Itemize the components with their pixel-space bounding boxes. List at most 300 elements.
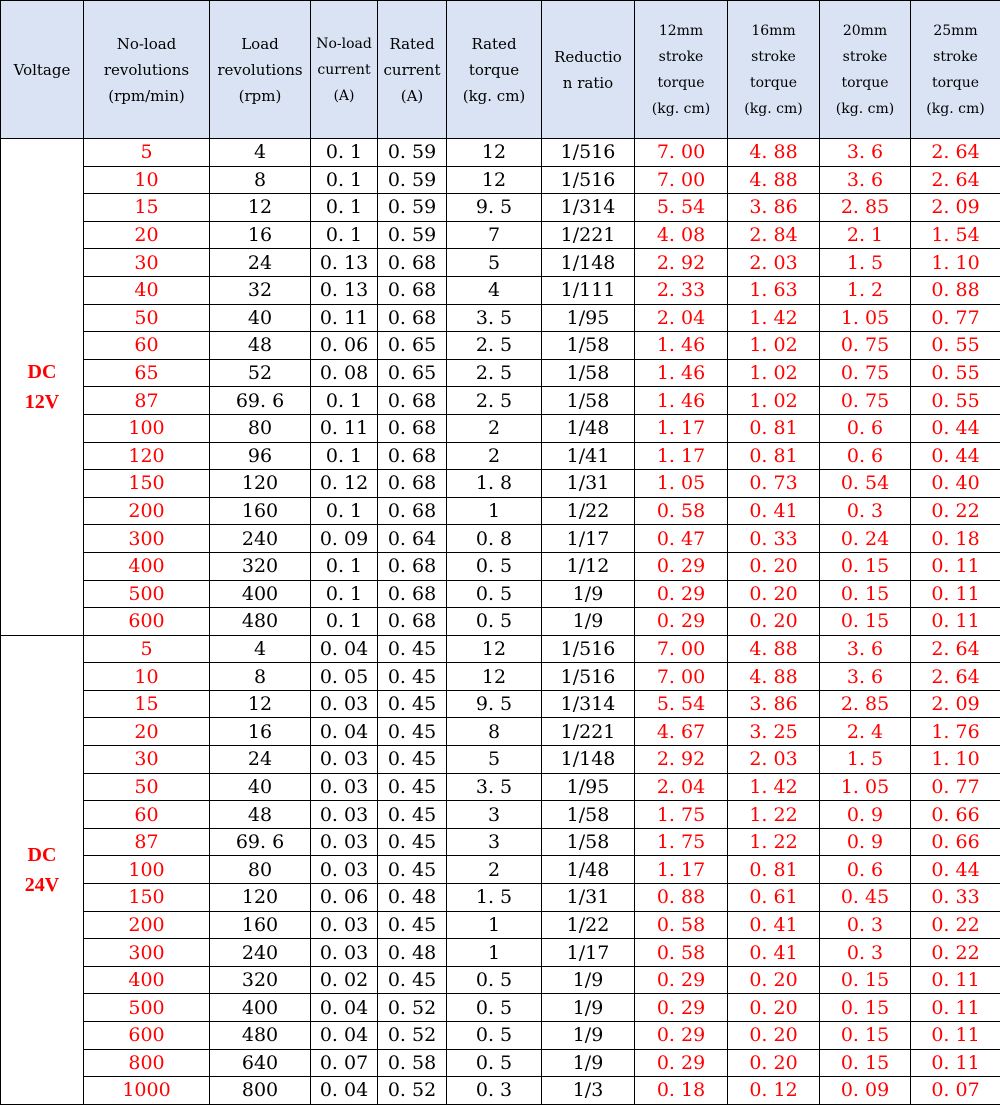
rated-current-cell: 0. 68 xyxy=(378,497,447,525)
rated-current-cell: 0. 58 xyxy=(378,1049,447,1077)
table-row xyxy=(1,608,1000,636)
reduction-ratio-cell: 1/9 xyxy=(542,1022,635,1050)
table-row xyxy=(1,994,1000,1022)
torque-20mm-cell: 2. 85 xyxy=(820,194,911,222)
no-load-revolutions-cell: 50 xyxy=(84,773,210,801)
load-revolutions-cell: 240 xyxy=(210,525,311,553)
table-row xyxy=(1,249,1000,277)
torque-16mm-cell: 4. 88 xyxy=(728,635,820,663)
no-load-current-cell: 0. 03 xyxy=(311,856,378,884)
load-revolutions-cell: 160 xyxy=(210,911,311,939)
no-load-revolutions-cell: 87 xyxy=(84,387,210,415)
load-revolutions-cell: 400 xyxy=(210,994,311,1022)
reduction-ratio-cell: 1/9 xyxy=(542,608,635,636)
no-load-revolutions-cell: 300 xyxy=(84,939,210,967)
no-load-current-cell: 0. 03 xyxy=(311,773,378,801)
torque-16mm-cell: 0. 61 xyxy=(728,884,820,912)
no-load-current-cell: 0. 13 xyxy=(311,249,378,277)
torque-16mm-cell: 0. 81 xyxy=(728,414,820,442)
torque-16mm-cell: 0. 20 xyxy=(728,552,820,580)
header-reduction-ratio: Reductio n ratio xyxy=(542,1,635,139)
no-load-current-cell: 0. 1 xyxy=(311,166,378,194)
torque-16mm-cell: 1. 42 xyxy=(728,773,820,801)
rated-current-cell: 0. 68 xyxy=(378,304,447,332)
no-load-current-cell: 0. 03 xyxy=(311,828,378,856)
rated-torque-cell: 1 xyxy=(447,497,542,525)
torque-20mm-cell: 0. 3 xyxy=(820,911,911,939)
rated-current-cell: 0. 45 xyxy=(378,635,447,663)
no-load-current-cell: 0. 04 xyxy=(311,635,378,663)
table-header xyxy=(1,1,1000,139)
torque-12mm-cell: 0. 29 xyxy=(635,608,728,636)
load-revolutions-cell: 120 xyxy=(210,884,311,912)
rated-current-cell: 0. 45 xyxy=(378,690,447,718)
no-load-revolutions-cell: 150 xyxy=(84,470,210,498)
load-revolutions-cell: 4 xyxy=(210,635,311,663)
torque-16mm-cell: 1. 22 xyxy=(728,801,820,829)
no-load-current-cell: 0. 1 xyxy=(311,608,378,636)
no-load-revolutions-cell: 400 xyxy=(84,966,210,994)
rated-torque-cell: 12 xyxy=(447,166,542,194)
no-load-current-cell: 0. 1 xyxy=(311,139,378,167)
no-load-revolutions-cell: 1000 xyxy=(84,1077,210,1105)
torque-16mm-cell: 4. 88 xyxy=(728,663,820,691)
rated-current-cell: 0. 45 xyxy=(378,801,447,829)
reduction-ratio-cell: 1/58 xyxy=(542,359,635,387)
rated-current-cell: 0. 45 xyxy=(378,828,447,856)
torque-16mm-cell: 0. 12 xyxy=(728,1077,820,1105)
no-load-revolutions-cell: 20 xyxy=(84,221,210,249)
torque-25mm-cell: 0. 33 xyxy=(911,884,1000,912)
load-revolutions-cell: 69. 6 xyxy=(210,387,311,415)
torque-12mm-cell: 1. 05 xyxy=(635,470,728,498)
table-row xyxy=(1,332,1000,360)
header-no-load-current: No-load current (A) xyxy=(311,1,378,139)
torque-25mm-cell: 0. 22 xyxy=(911,497,1000,525)
torque-25mm-cell: 2. 64 xyxy=(911,635,1000,663)
no-load-current-cell: 0. 08 xyxy=(311,359,378,387)
voltage-group-label: DC 24V xyxy=(1,635,84,1104)
no-load-revolutions-cell: 20 xyxy=(84,718,210,746)
header-20mm-stroke-torque: 20mm stroke torque (kg. cm) xyxy=(820,1,911,139)
torque-20mm-cell: 0. 45 xyxy=(820,884,911,912)
rated-current-cell: 0. 45 xyxy=(378,663,447,691)
torque-16mm-cell: 0. 41 xyxy=(728,911,820,939)
no-load-current-cell: 0. 06 xyxy=(311,884,378,912)
no-load-current-cell: 0. 1 xyxy=(311,387,378,415)
rated-torque-cell: 1. 5 xyxy=(447,884,542,912)
table-row xyxy=(1,470,1000,498)
rated-current-cell: 0. 45 xyxy=(378,718,447,746)
no-load-revolutions-cell: 600 xyxy=(84,1022,210,1050)
no-load-current-cell: 0. 1 xyxy=(311,442,378,470)
rated-torque-cell: 0. 5 xyxy=(447,580,542,608)
no-load-revolutions-cell: 400 xyxy=(84,552,210,580)
no-load-revolutions-cell: 200 xyxy=(84,497,210,525)
no-load-revolutions-cell: 500 xyxy=(84,994,210,1022)
load-revolutions-cell: 40 xyxy=(210,773,311,801)
rated-torque-cell: 5 xyxy=(447,249,542,277)
header-row xyxy=(1,1,1000,139)
reduction-ratio-cell: 1/221 xyxy=(542,718,635,746)
load-revolutions-cell: 12 xyxy=(210,194,311,222)
reduction-ratio-cell: 1/22 xyxy=(542,911,635,939)
no-load-current-cell: 0. 02 xyxy=(311,966,378,994)
no-load-revolutions-cell: 15 xyxy=(84,194,210,222)
torque-16mm-cell: 3. 25 xyxy=(728,718,820,746)
reduction-ratio-cell: 1/31 xyxy=(542,470,635,498)
rated-current-cell: 0. 65 xyxy=(378,359,447,387)
rated-torque-cell: 4 xyxy=(447,276,542,304)
torque-12mm-cell: 2. 92 xyxy=(635,249,728,277)
torque-12mm-cell: 5. 54 xyxy=(635,194,728,222)
no-load-revolutions-cell: 10 xyxy=(84,663,210,691)
table-row xyxy=(1,1077,1000,1105)
load-revolutions-cell: 48 xyxy=(210,332,311,360)
torque-20mm-cell: 0. 9 xyxy=(820,828,911,856)
reduction-ratio-cell: 1/314 xyxy=(542,690,635,718)
rated-current-cell: 0. 68 xyxy=(378,387,447,415)
torque-16mm-cell: 0. 20 xyxy=(728,608,820,636)
no-load-revolutions-cell: 30 xyxy=(84,746,210,774)
torque-16mm-cell: 0. 20 xyxy=(728,966,820,994)
rated-current-cell: 0. 68 xyxy=(378,249,447,277)
reduction-ratio-cell: 1/314 xyxy=(542,194,635,222)
table-row xyxy=(1,718,1000,746)
reduction-ratio-cell: 1/58 xyxy=(542,828,635,856)
load-revolutions-cell: 24 xyxy=(210,746,311,774)
load-revolutions-cell: 48 xyxy=(210,801,311,829)
torque-12mm-cell: 7. 00 xyxy=(635,166,728,194)
rated-torque-cell: 0. 5 xyxy=(447,994,542,1022)
torque-20mm-cell: 2. 85 xyxy=(820,690,911,718)
no-load-current-cell: 0. 03 xyxy=(311,939,378,967)
reduction-ratio-cell: 1/9 xyxy=(542,994,635,1022)
load-revolutions-cell: 80 xyxy=(210,856,311,884)
torque-16mm-cell: 4. 88 xyxy=(728,139,820,167)
torque-16mm-cell: 2. 03 xyxy=(728,249,820,277)
torque-12mm-cell: 0. 29 xyxy=(635,966,728,994)
torque-25mm-cell: 2. 09 xyxy=(911,690,1000,718)
torque-25mm-cell: 0. 44 xyxy=(911,856,1000,884)
torque-25mm-cell: 0. 22 xyxy=(911,911,1000,939)
no-load-current-cell: 0. 13 xyxy=(311,276,378,304)
torque-25mm-cell: 0. 44 xyxy=(911,414,1000,442)
no-load-revolutions-cell: 65 xyxy=(84,359,210,387)
torque-20mm-cell: 0. 09 xyxy=(820,1077,911,1105)
rated-torque-cell: 5 xyxy=(447,746,542,774)
torque-16mm-cell: 4. 88 xyxy=(728,166,820,194)
rated-torque-cell: 2. 5 xyxy=(447,332,542,360)
torque-20mm-cell: 0. 15 xyxy=(820,966,911,994)
torque-25mm-cell: 2. 64 xyxy=(911,166,1000,194)
torque-25mm-cell: 2. 09 xyxy=(911,194,1000,222)
torque-12mm-cell: 7. 00 xyxy=(635,663,728,691)
no-load-revolutions-cell: 300 xyxy=(84,525,210,553)
no-load-current-cell: 0. 03 xyxy=(311,801,378,829)
rated-torque-cell: 3. 5 xyxy=(447,773,542,801)
rated-torque-cell: 2. 5 xyxy=(447,359,542,387)
torque-20mm-cell: 0. 15 xyxy=(820,1049,911,1077)
load-revolutions-cell: 800 xyxy=(210,1077,311,1105)
rated-torque-cell: 1 xyxy=(447,939,542,967)
torque-16mm-cell: 1. 42 xyxy=(728,304,820,332)
torque-20mm-cell: 2. 1 xyxy=(820,221,911,249)
rated-current-cell: 0. 45 xyxy=(378,746,447,774)
table-row xyxy=(1,856,1000,884)
torque-25mm-cell: 0. 11 xyxy=(911,580,1000,608)
torque-16mm-cell: 1. 02 xyxy=(728,387,820,415)
table-row xyxy=(1,746,1000,774)
torque-20mm-cell: 3. 6 xyxy=(820,166,911,194)
torque-25mm-cell: 0. 77 xyxy=(911,304,1000,332)
torque-25mm-cell: 0. 07 xyxy=(911,1077,1000,1105)
load-revolutions-cell: 4 xyxy=(210,139,311,167)
rated-torque-cell: 2 xyxy=(447,442,542,470)
torque-12mm-cell: 1. 17 xyxy=(635,442,728,470)
torque-25mm-cell: 2. 64 xyxy=(911,139,1000,167)
torque-20mm-cell: 0. 6 xyxy=(820,414,911,442)
header-16mm-stroke-torque: 16mm stroke torque (kg. cm) xyxy=(728,1,820,139)
table-row xyxy=(1,552,1000,580)
torque-20mm-cell: 1. 5 xyxy=(820,746,911,774)
torque-16mm-cell: 3. 86 xyxy=(728,194,820,222)
table-row xyxy=(1,276,1000,304)
torque-16mm-cell: 0. 33 xyxy=(728,525,820,553)
no-load-revolutions-cell: 100 xyxy=(84,414,210,442)
table-row xyxy=(1,911,1000,939)
reduction-ratio-cell: 1/48 xyxy=(542,414,635,442)
table-row xyxy=(1,773,1000,801)
torque-16mm-cell: 2. 03 xyxy=(728,746,820,774)
torque-20mm-cell: 0. 15 xyxy=(820,552,911,580)
rated-current-cell: 0. 64 xyxy=(378,525,447,553)
load-revolutions-cell: 8 xyxy=(210,663,311,691)
reduction-ratio-cell: 1/9 xyxy=(542,580,635,608)
rated-torque-cell: 8 xyxy=(447,718,542,746)
torque-20mm-cell: 3. 6 xyxy=(820,139,911,167)
rated-torque-cell: 2. 5 xyxy=(447,387,542,415)
rated-torque-cell: 0. 5 xyxy=(447,1049,542,1077)
torque-12mm-cell: 0. 58 xyxy=(635,911,728,939)
torque-16mm-cell: 1. 63 xyxy=(728,276,820,304)
table-row xyxy=(1,1022,1000,1050)
table-body xyxy=(1,139,1000,1105)
torque-12mm-cell: 1. 17 xyxy=(635,414,728,442)
no-load-revolutions-cell: 150 xyxy=(84,884,210,912)
no-load-revolutions-cell: 40 xyxy=(84,276,210,304)
header-12mm-stroke-torque: 12mm stroke torque (kg. cm) xyxy=(635,1,728,139)
load-revolutions-cell: 400 xyxy=(210,580,311,608)
torque-16mm-cell: 0. 20 xyxy=(728,994,820,1022)
table-row xyxy=(1,828,1000,856)
torque-25mm-cell: 0. 11 xyxy=(911,1022,1000,1050)
torque-25mm-cell: 0. 22 xyxy=(911,939,1000,967)
reduction-ratio-cell: 1/17 xyxy=(542,525,635,553)
torque-25mm-cell: 0. 40 xyxy=(911,470,1000,498)
reduction-ratio-cell: 1/516 xyxy=(542,139,635,167)
no-load-revolutions-cell: 600 xyxy=(84,608,210,636)
rated-torque-cell: 12 xyxy=(447,635,542,663)
no-load-revolutions-cell: 120 xyxy=(84,442,210,470)
rated-current-cell: 0. 48 xyxy=(378,939,447,967)
torque-25mm-cell: 0. 55 xyxy=(911,387,1000,415)
torque-12mm-cell: 0. 29 xyxy=(635,552,728,580)
torque-12mm-cell: 0. 88 xyxy=(635,884,728,912)
reduction-ratio-cell: 1/95 xyxy=(542,773,635,801)
reduction-ratio-cell: 1/17 xyxy=(542,939,635,967)
rated-current-cell: 0. 45 xyxy=(378,966,447,994)
torque-12mm-cell: 5. 54 xyxy=(635,690,728,718)
rated-torque-cell: 9. 5 xyxy=(447,194,542,222)
rated-torque-cell: 0. 5 xyxy=(447,608,542,636)
header-25mm-stroke-torque: 25mm stroke torque (kg. cm) xyxy=(911,1,1000,139)
torque-20mm-cell: 0. 9 xyxy=(820,801,911,829)
table-row xyxy=(1,194,1000,222)
rated-torque-cell: 1 xyxy=(447,911,542,939)
header-rated-torque: Rated torque (kg. cm) xyxy=(447,1,542,139)
reduction-ratio-cell: 1/12 xyxy=(542,552,635,580)
torque-12mm-cell: 2. 33 xyxy=(635,276,728,304)
torque-16mm-cell: 3. 86 xyxy=(728,690,820,718)
rated-torque-cell: 3 xyxy=(447,828,542,856)
table-row xyxy=(1,635,1000,663)
table-row xyxy=(1,884,1000,912)
no-load-revolutions-cell: 15 xyxy=(84,690,210,718)
torque-12mm-cell: 1. 46 xyxy=(635,332,728,360)
header-load-revolutions: Load revolutions (rpm) xyxy=(210,1,311,139)
no-load-current-cell: 0. 12 xyxy=(311,470,378,498)
torque-25mm-cell: 0. 55 xyxy=(911,359,1000,387)
torque-12mm-cell: 0. 18 xyxy=(635,1077,728,1105)
no-load-current-cell: 0. 04 xyxy=(311,994,378,1022)
reduction-ratio-cell: 1/41 xyxy=(542,442,635,470)
torque-25mm-cell: 1. 54 xyxy=(911,221,1000,249)
torque-12mm-cell: 0. 58 xyxy=(635,939,728,967)
torque-25mm-cell: 1. 10 xyxy=(911,249,1000,277)
load-revolutions-cell: 320 xyxy=(210,966,311,994)
rated-current-cell: 0. 65 xyxy=(378,332,447,360)
torque-25mm-cell: 0. 11 xyxy=(911,608,1000,636)
torque-20mm-cell: 0. 75 xyxy=(820,359,911,387)
load-revolutions-cell: 40 xyxy=(210,304,311,332)
reduction-ratio-cell: 1/148 xyxy=(542,746,635,774)
load-revolutions-cell: 480 xyxy=(210,1022,311,1050)
table-row xyxy=(1,166,1000,194)
torque-12mm-cell: 0. 29 xyxy=(635,994,728,1022)
torque-16mm-cell: 1. 22 xyxy=(728,828,820,856)
reduction-ratio-cell: 1/111 xyxy=(542,276,635,304)
header-rated-current: Rated current (A) xyxy=(378,1,447,139)
load-revolutions-cell: 120 xyxy=(210,470,311,498)
no-load-current-cell: 0. 11 xyxy=(311,414,378,442)
torque-25mm-cell: 0. 11 xyxy=(911,1049,1000,1077)
rated-current-cell: 0. 52 xyxy=(378,994,447,1022)
rated-torque-cell: 0. 8 xyxy=(447,525,542,553)
torque-16mm-cell: 1. 02 xyxy=(728,332,820,360)
torque-12mm-cell: 0. 47 xyxy=(635,525,728,553)
load-revolutions-cell: 32 xyxy=(210,276,311,304)
torque-25mm-cell: 1. 10 xyxy=(911,746,1000,774)
torque-16mm-cell: 0. 73 xyxy=(728,470,820,498)
torque-25mm-cell: 2. 64 xyxy=(911,663,1000,691)
table-row xyxy=(1,304,1000,332)
reduction-ratio-cell: 1/516 xyxy=(542,635,635,663)
no-load-revolutions-cell: 5 xyxy=(84,139,210,167)
torque-12mm-cell: 7. 00 xyxy=(635,139,728,167)
table-row xyxy=(1,497,1000,525)
torque-25mm-cell: 0. 77 xyxy=(911,773,1000,801)
rated-current-cell: 0. 68 xyxy=(378,442,447,470)
reduction-ratio-cell: 1/31 xyxy=(542,884,635,912)
table-row xyxy=(1,442,1000,470)
table-row xyxy=(1,580,1000,608)
torque-16mm-cell: 1. 02 xyxy=(728,359,820,387)
rated-current-cell: 0. 68 xyxy=(378,580,447,608)
torque-16mm-cell: 2. 84 xyxy=(728,221,820,249)
no-load-current-cell: 0. 03 xyxy=(311,911,378,939)
rated-torque-cell: 2 xyxy=(447,414,542,442)
no-load-revolutions-cell: 5 xyxy=(84,635,210,663)
no-load-revolutions-cell: 100 xyxy=(84,856,210,884)
rated-torque-cell: 0. 5 xyxy=(447,1022,542,1050)
no-load-current-cell: 0. 04 xyxy=(311,718,378,746)
reduction-ratio-cell: 1/58 xyxy=(542,332,635,360)
torque-20mm-cell: 0. 6 xyxy=(820,442,911,470)
torque-16mm-cell: 0. 41 xyxy=(728,497,820,525)
torque-25mm-cell: 1. 76 xyxy=(911,718,1000,746)
no-load-revolutions-cell: 60 xyxy=(84,332,210,360)
rated-torque-cell: 12 xyxy=(447,663,542,691)
rated-current-cell: 0. 48 xyxy=(378,884,447,912)
torque-12mm-cell: 1. 46 xyxy=(635,387,728,415)
rated-current-cell: 0. 52 xyxy=(378,1077,447,1105)
rated-current-cell: 0. 59 xyxy=(378,194,447,222)
rated-current-cell: 0. 68 xyxy=(378,608,447,636)
torque-25mm-cell: 0. 66 xyxy=(911,801,1000,829)
reduction-ratio-cell: 1/221 xyxy=(542,221,635,249)
no-load-current-cell: 0. 03 xyxy=(311,746,378,774)
torque-20mm-cell: 0. 54 xyxy=(820,470,911,498)
torque-12mm-cell: 7. 00 xyxy=(635,635,728,663)
rated-current-cell: 0. 45 xyxy=(378,856,447,884)
torque-25mm-cell: 0. 11 xyxy=(911,552,1000,580)
table-row xyxy=(1,801,1000,829)
torque-16mm-cell: 0. 20 xyxy=(728,1049,820,1077)
reduction-ratio-cell: 1/9 xyxy=(542,966,635,994)
torque-12mm-cell: 0. 29 xyxy=(635,580,728,608)
table-row xyxy=(1,139,1000,167)
reduction-ratio-cell: 1/58 xyxy=(542,387,635,415)
reduction-ratio-cell: 1/58 xyxy=(542,801,635,829)
torque-25mm-cell: 0. 88 xyxy=(911,276,1000,304)
torque-12mm-cell: 0. 58 xyxy=(635,497,728,525)
torque-25mm-cell: 0. 11 xyxy=(911,994,1000,1022)
torque-16mm-cell: 0. 41 xyxy=(728,939,820,967)
no-load-current-cell: 0. 1 xyxy=(311,497,378,525)
rated-torque-cell: 1. 8 xyxy=(447,470,542,498)
no-load-revolutions-cell: 87 xyxy=(84,828,210,856)
table-row xyxy=(1,1049,1000,1077)
table-row xyxy=(1,414,1000,442)
torque-20mm-cell: 0. 75 xyxy=(820,387,911,415)
load-revolutions-cell: 240 xyxy=(210,939,311,967)
no-load-revolutions-cell: 800 xyxy=(84,1049,210,1077)
torque-20mm-cell: 1. 5 xyxy=(820,249,911,277)
rated-torque-cell: 12 xyxy=(447,139,542,167)
torque-25mm-cell: 0. 66 xyxy=(911,828,1000,856)
no-load-revolutions-cell: 60 xyxy=(84,801,210,829)
